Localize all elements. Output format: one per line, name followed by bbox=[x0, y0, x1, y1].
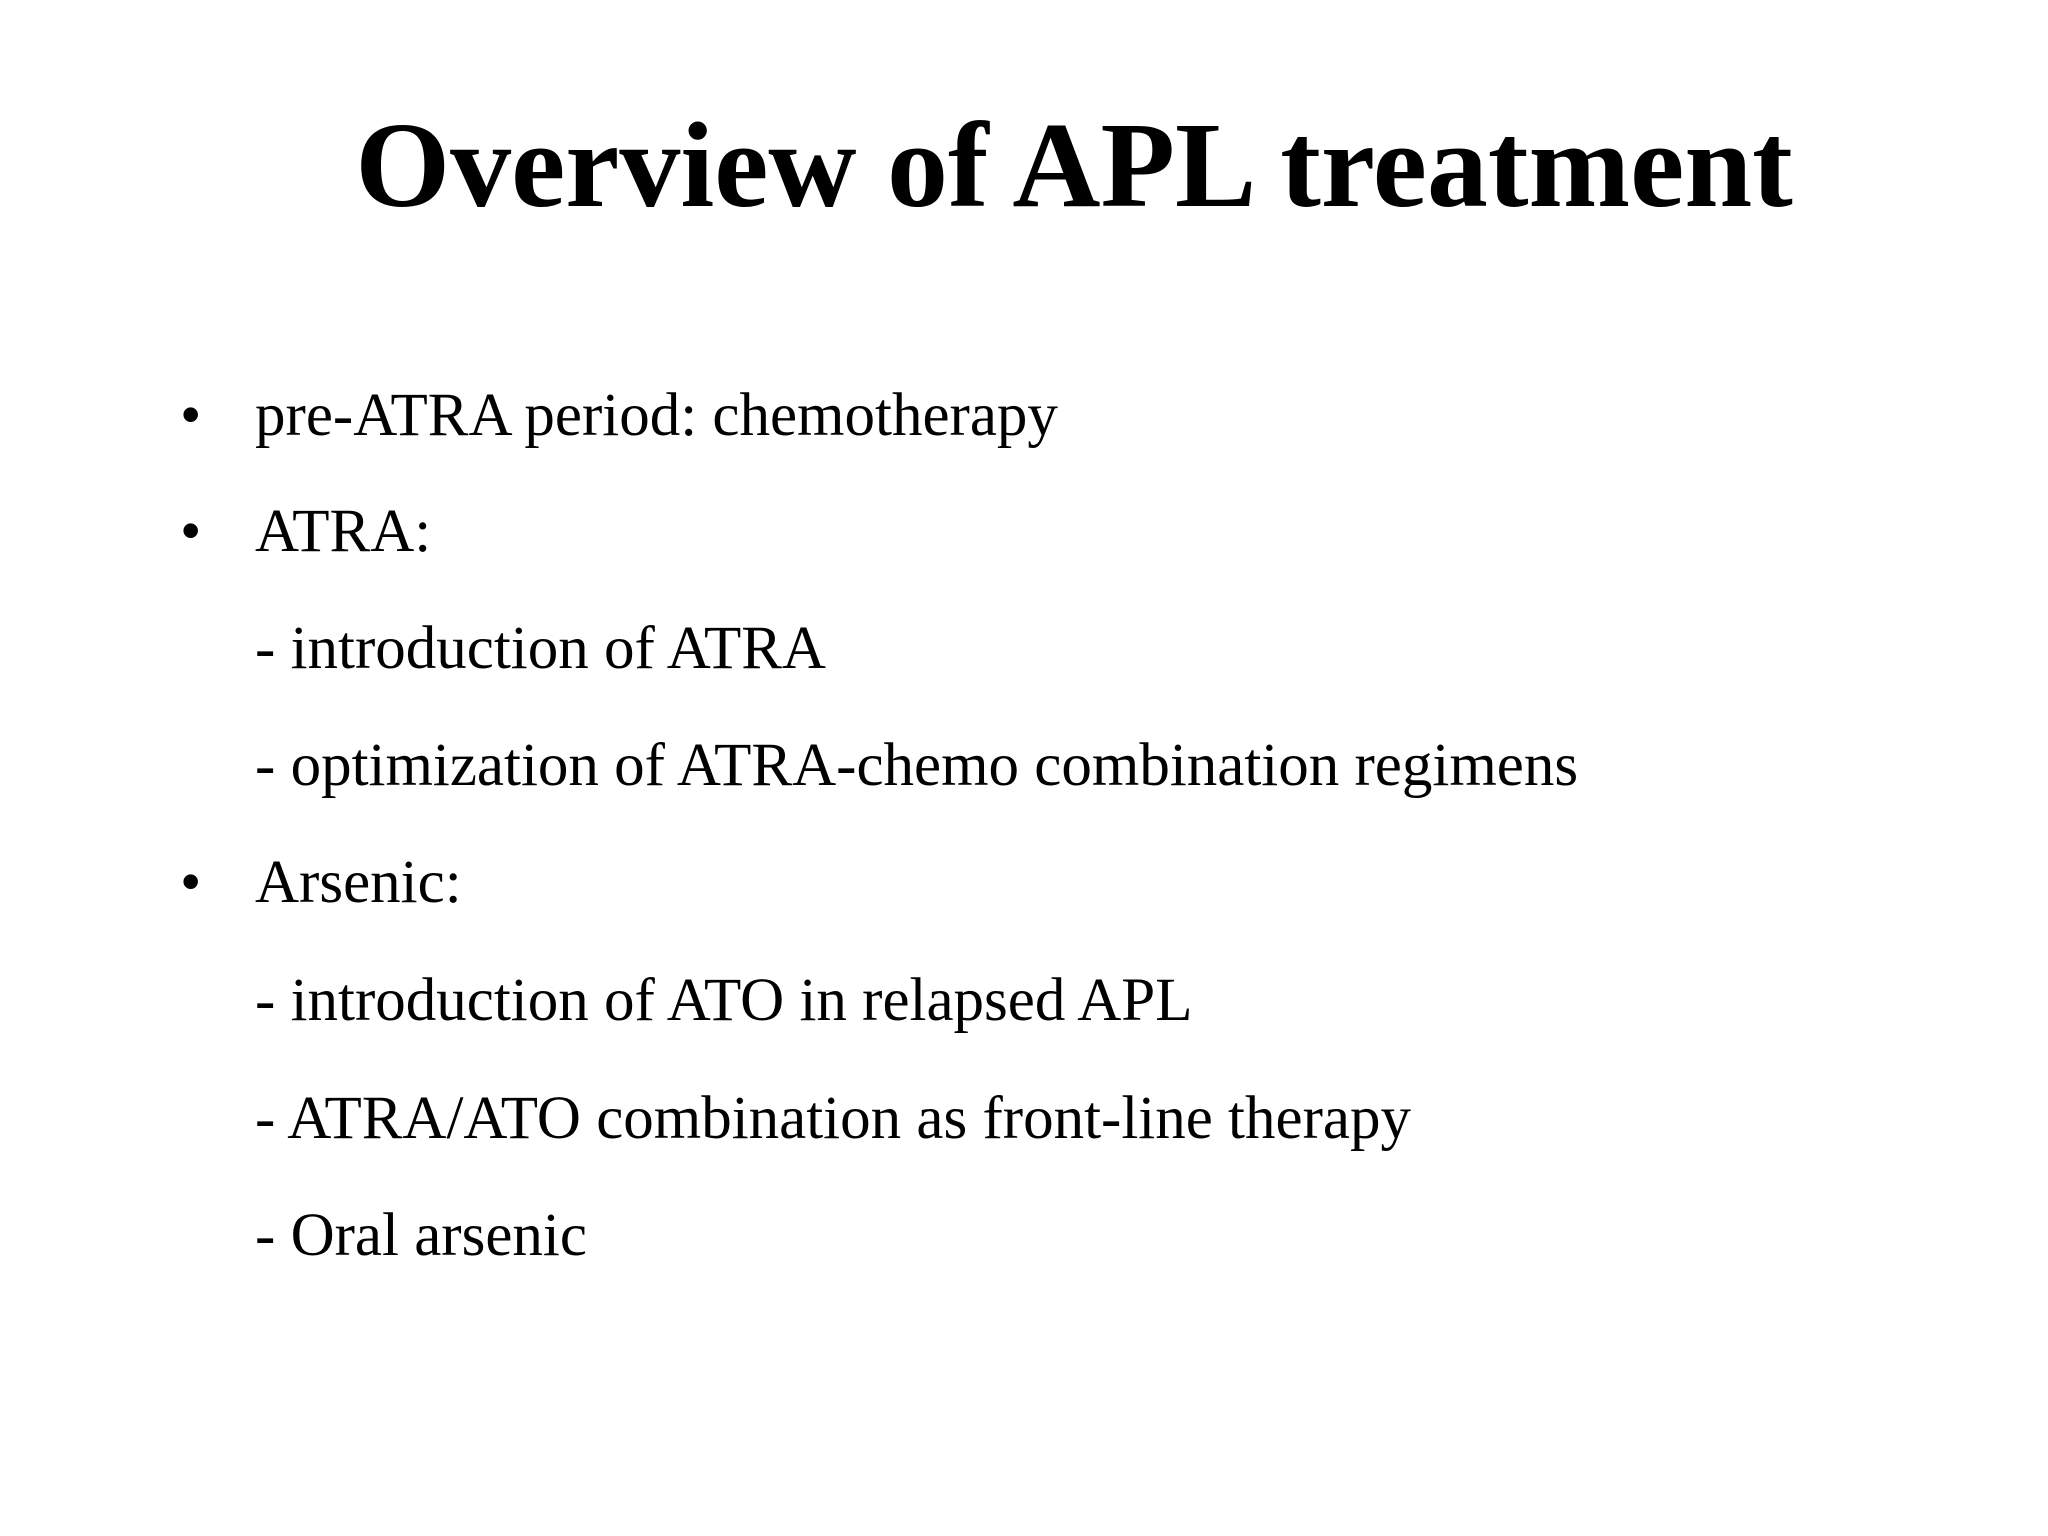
sub-list-item: - optimization of ATRA-chemo combination regimens bbox=[255, 732, 1579, 799]
sub-list-item: - Oral arsenic bbox=[255, 1202, 587, 1269]
sub-list-item: - introduction of ATRA bbox=[255, 615, 826, 682]
list-item: pre-ATRA period: chemotherapy bbox=[255, 382, 1058, 449]
sub-list-item: - ATRA/ATO combination as front-line therapy bbox=[255, 1085, 1411, 1152]
list-item: Arsenic: bbox=[255, 849, 462, 916]
sub-list-item: - introduction of ATO in relapsed APL bbox=[255, 967, 1193, 1034]
bullet-icon: • bbox=[180, 849, 202, 916]
bullet-icon: • bbox=[180, 382, 202, 449]
bullet-icon: • bbox=[180, 498, 202, 565]
list-item: ATRA: bbox=[255, 498, 432, 565]
slide-title: Overview of APL treatment bbox=[355, 98, 1793, 233]
